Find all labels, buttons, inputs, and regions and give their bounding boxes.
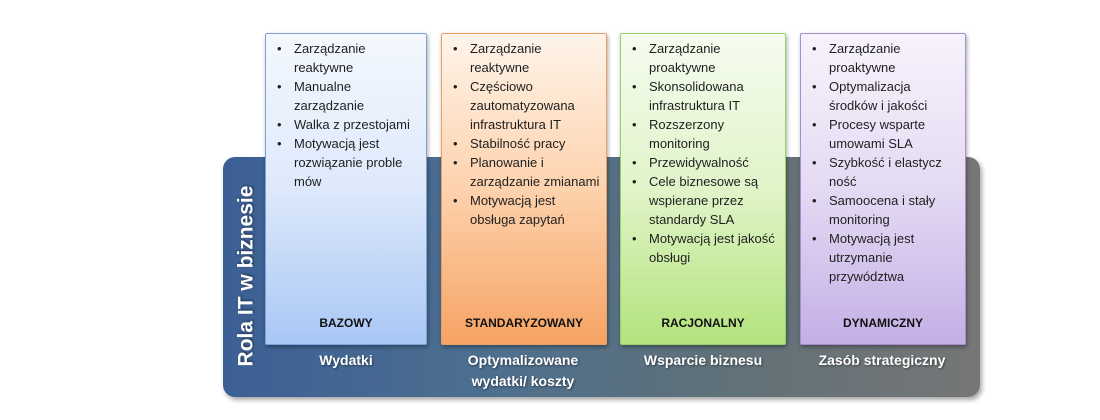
maturity-card-standaryzowany <box>441 33 607 345</box>
list-item: • Motywacją jest rozwiązanie proble mów <box>273 134 422 191</box>
list-item: • Manualne zarządzanie <box>273 77 422 115</box>
list-item: • Częściowo zautomatyzowana infrastruktura IT <box>449 77 602 134</box>
list-item: • Przewidywalność <box>628 153 781 172</box>
list-item: • Samoocena i stały monitoring <box>808 191 961 229</box>
list-item: • Walka z przestojami <box>273 115 422 134</box>
card-items-standaryzowany <box>449 39 602 229</box>
side-label-text: Rola IT w biznesie <box>234 185 257 367</box>
list-item: • Zarządzanie reaktywne <box>273 39 422 77</box>
list-item: • Motywacją jest jakość obsługi <box>628 229 781 267</box>
list-item: • Zarządzanie reaktywne <box>449 39 602 77</box>
list-item: • Procesy wsparte umowami SLA <box>808 115 961 153</box>
list-item: • Motywacją jest obsługa zapytań <box>449 191 602 229</box>
list-item: • Rozszerzony monitoring <box>628 115 781 153</box>
list-item: • Optymalizacja środków i jakości <box>808 77 961 115</box>
bottom-label-wydatki: Wydatki <box>319 352 373 368</box>
list-item: • Stabilność pracy <box>449 134 602 153</box>
maturity-card-dynamiczny <box>800 33 966 345</box>
card-title-dynamiczny: DYNAMICZNY <box>843 316 923 330</box>
bottom-label-optymalizowane: Optymalizowane wydatki/ koszty <box>467 352 579 389</box>
card-items-bazowy <box>273 39 422 191</box>
list-item: • Cele biznesowe są wspierane przez standardy SLA <box>628 172 781 229</box>
card-title-bazowy: BAZOWY <box>319 316 373 330</box>
list-item: • Zarządzanie proaktywne <box>628 39 781 77</box>
list-item: • Szybkość i elastycz ność <box>808 153 961 191</box>
side-label <box>226 163 266 389</box>
list-item: • Skonsolidowana infrastruktura IT <box>628 77 781 115</box>
bottom-label-wsparcie: Wsparcie biznesu <box>643 352 763 368</box>
list-item: • Planowanie i zarządzanie zmianami <box>449 153 602 191</box>
bottom-label-zasob: Zasób strategiczny <box>818 352 946 368</box>
card-title-racjonalny: RACJONALNY <box>661 316 745 330</box>
maturity-card-bazowy <box>265 33 427 345</box>
maturity-card-racjonalny <box>620 33 786 345</box>
card-items-dynamiczny <box>808 39 961 286</box>
card-title-standaryzowany: STANDARYZOWANY <box>465 316 583 330</box>
list-item: • Motywacją jest utrzymanie przywództwa <box>808 229 961 286</box>
list-item: • Zarządzanie proaktywne <box>808 39 961 77</box>
card-items-racjonalny <box>628 39 781 267</box>
